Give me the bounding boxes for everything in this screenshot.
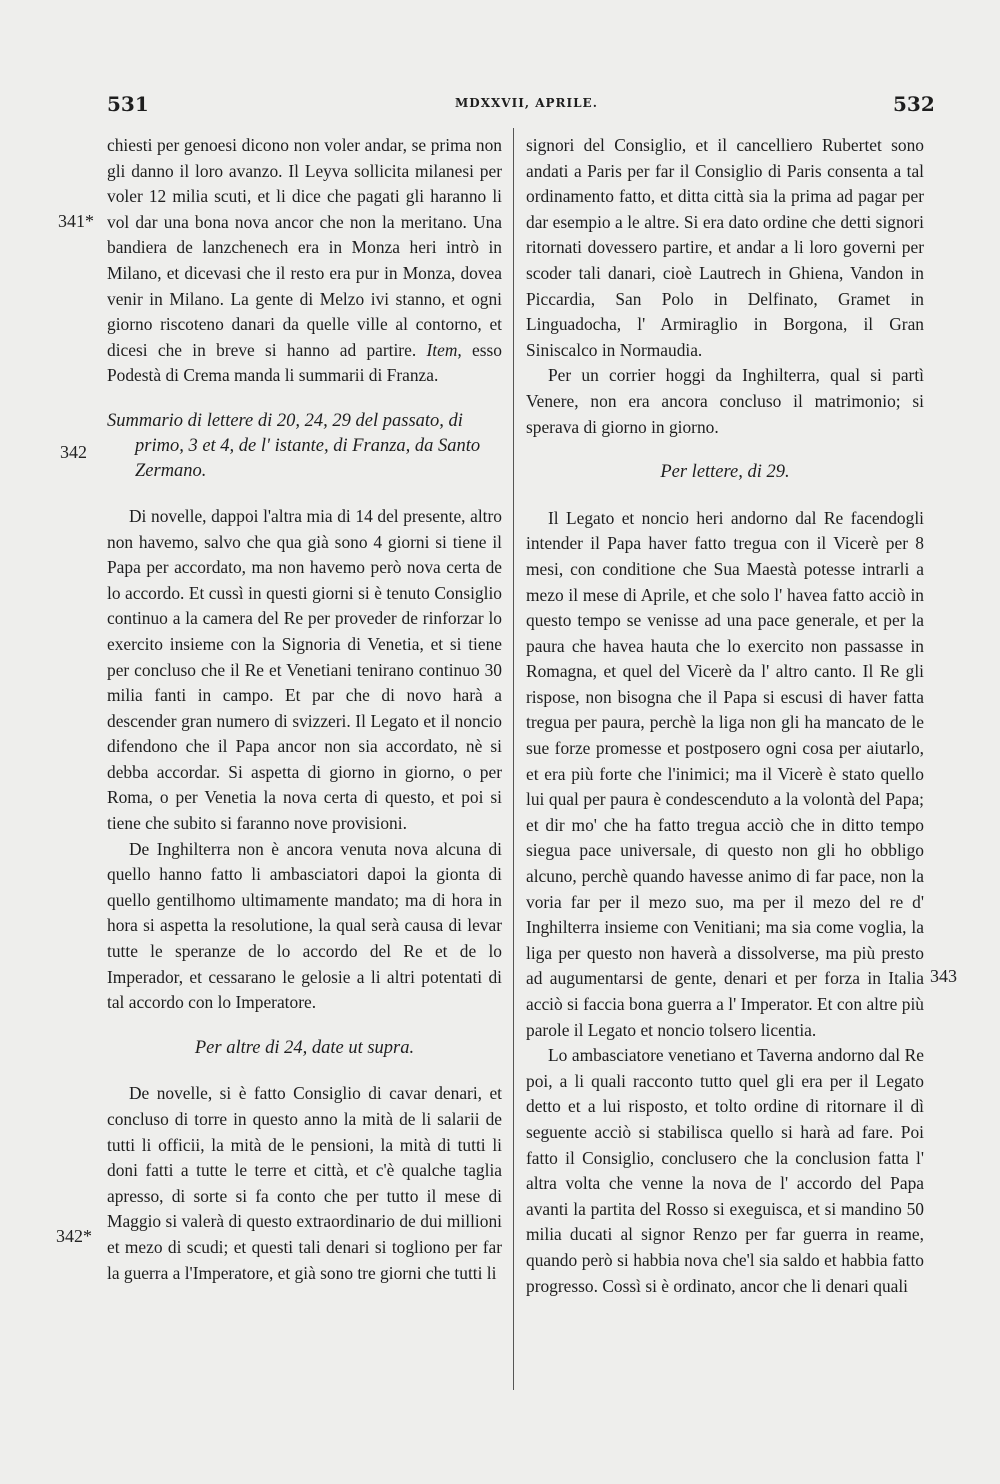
page-header (0, 92, 1000, 122)
paragraph: Di novelle, dappoi l'altra mia di 14 del presente, altro non havemo, salvo che qua già sono 4 giorni si tiene il Papa per accordato, ma non havemo però nova certa de lo accordo. Et cussì in questi giorni si è tenuto Consiglio continuo a la camera del Re per proveder de rinforzar lo exercito insieme con la Signoria di Venetia, et si tiene per concluso che il Re et Venetiani tenirano continuo 30 milia fanti in campo. Et par che di novo harà a descender gran numero di svizzeri. Il Legato et il noncio difendono che il Papa ancor non sia accordato, nè si debba accordar. Si aspetta di giorno in giorno, o per Roma, o per Venetia la nova certa di questo, et poi si tiene che subito si faranno nove provisioni. (107, 505, 502, 834)
right-column (526, 133, 924, 1299)
left-column (107, 133, 502, 1286)
column-divider (513, 128, 514, 1390)
running-title: MDXXVII, APRILE. (455, 96, 598, 110)
item-word: Item, (426, 339, 462, 360)
margin-note-341: 341* (58, 211, 94, 231)
paragraph: De novelle, si è fatto Consiglio di cavar denari, et concluso di torre in questo anno la mità de li salarii de tutti li officii, la mità de le pensioni, la mità di tutti li doni fatti a tutte le terre et città, et c'è qualche taglia apresso, di sorte si fa conto che per tutto il mese di Maggio si valerà di questo extraordinario de dui millioni et mezo di scudi; et questi tali denari si togliono per far la guerra a l'Imperatore, et già sono tre giorni che tutti li (107, 1083, 502, 1283)
paragraph-text: chiesti per genoesi dicono non voler andar, se prima non gli danno il loro avanzo. Il Leyva sollicita milanesi per voler 12 milia scuti, et li dice che pagati gli haranno li vol dar una bona nova ancor che non la meritano. Una bandiera de lanzchenech era in Monza heri intrò in Milano, et dicevasi che il resto era pur in Monza, dovea venir in Milano. La gente di Melzo ivi stanno, et ogni giorno riscoteno danari da quelle ville al contorno, et dicesi che in breve si hanno ad partire. (107, 135, 502, 360)
margin-note-342-star: 342* (56, 1226, 92, 1246)
section-heading: Per lettere, di 29. (660, 462, 790, 483)
paragraph: Il Legato et noncio heri andorno dal Re facendogli intender il Papa haver fatto tregua con il Vicerè per 8 mesi, con conditione che Sua Maestà potesse intrarli a mezo il mese di Aprile, et che solo l' havea fatto acciò in questo tempo se venisse ad una pace generale, et per la paura che havea hauta che lo exercito non passasse in Romagna, et quel del Vicerè da l' altro canto. Il Re gli rispose, non bisogna che il Papa si escusi di haver fatta tregua per paura, perchè la liga non gli ha mancato de le sue forze promesse et postposero ogni cosa per aiutarlo, et era più forte che l'inimici; ma il Vicerè è stato quello lui qual per paura è condescenduto a la volontà del Papa; et dir mo' che ha fatto tregua acciò che in ditto tempo siegua pace universale, di questo non gli ho obbligo alcuno, perchè quando havesse animo di far pace, non la voria far per il mezo suo, ma per il mezo del re d' Inghilterra insieme con Venitiani; ma sia come voglia, la liga per questo non haverà a dissolverse, ma più presto ad augumentarsi de gente, denari et per forza in Italia acciò si faccia bona guerra a l' Imperator. Et con altre più parole il Legato et noncio tolsero licentia. (526, 507, 924, 1040)
section-heading: Summario di lettere di 20, 24, 29 del passato, di primo, 3 et 4, de l' istante, di Franza, da Santo Zermano. (107, 410, 481, 481)
paragraph: Lo ambasciatore venetiano et Taverna andorno dal Re poi, a li quali racconto tutto quel gli era per il Legato detto et a lui risposto, et tolto ordine di ritornare il dì seguente acciò si stabilisca quello si harà ad fare. Poi fatto il Consiglio, conclusero che la conclusion fatta l' altra volta che venne la nova de l' accordo del Papa avanti la partita del Rosso si exeguisca, et si mandino 50 milia ducati al signor Renzo per far guerra in reame, quando però si habbia nova che'l sia saldo et habbia fatto progresso. Cossì si è ordinato, ancor che li denari quali (526, 1045, 924, 1296)
margin-note-343: 343 (930, 966, 957, 986)
paragraph-text: esso Podestà di Crema manda li summarii di Franza. (107, 339, 502, 386)
margin-note-342: 342 (60, 442, 87, 462)
paragraph: De Inghilterra non è ancora venuta nova alcuna di quello hanno fatto li ambasciatori dapoi la gionta di quello gentilhomo ultimamente mandato; ma di hora in hora si aspetta la resolutione, la qual serà causa di levar tutte le speranze de lo accordo del Re et de lo Imperador, et cessarano le gelosie a li altri potentati di tal accordo con lo Imperatore. (107, 838, 502, 1013)
left-page-number: 531 (107, 92, 149, 116)
paragraph: Per un corrier hoggi da Inghilterra, qual si partì Venere, non era ancora concluso il matrimonio; si sperava di giorno in giorno. (526, 365, 924, 437)
section-heading: Per altre di 24, date ut supra. (194, 1037, 415, 1058)
right-page-number: 532 (893, 92, 935, 116)
paragraph: signori del Consiglio, et il cancelliero Rubertet sono andati a Paris per far il Consiglio di Paris consenta a tal ordinamento fatto, et ditta città sia la prima ad pagar per dar esempio a le altre. Si era dato ordine che detti signori ritornati dovessero partire, et andar a li loro governi per scoder tali danari, cioè Lautrech in Ghiena, Vandon in Piccardia, San Polo in Delfinato, Gramet in Linguadocha, l' Armiraglio in Borgona, il Gran Siniscalco in Normaudia. (526, 135, 924, 360)
paragraph (107, 133, 502, 389)
